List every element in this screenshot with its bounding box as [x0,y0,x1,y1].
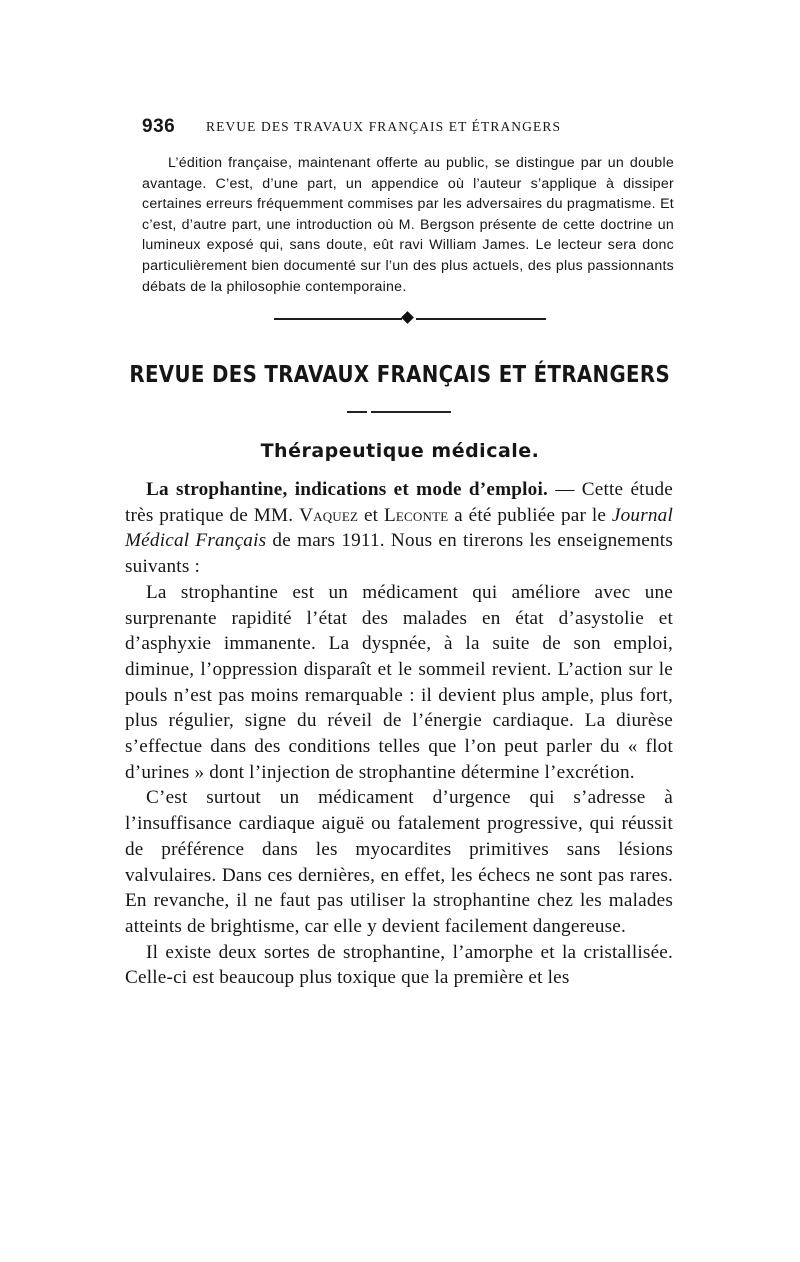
article-body [125,477,673,991]
diamond-divider [274,312,546,326]
date-text: de mars 1911. Nous en tirerons les enseignements suivants : [125,530,673,578]
page-number: 936 [142,116,176,137]
article-title: La strophantine, indications et mode d’emploi. [146,479,548,500]
journal-title: Journal Médical Français [125,504,673,552]
author-name: Leconte [383,504,449,526]
intro-paragraph: L’édition française, maintenant offerte au public, se distingue par un double avantage. C’est, d’une part, un appendice où l’auteur s’applique à dissiper certaines erreurs fréquemment commises par les adversaires du pragmatisme. Et c’est, d’autre part, une introduction où M. Bergson présente de cette doctrine un lumineux exposé qui, sans doute, eût ravi William James. Le lecteur sera donc particulièrement bien documenté sur l’un des plus actuels, des plus passionnants débats de la philosophie contemporaine. [142,155,674,295]
article-intro-paragraph [125,477,673,580]
rule-segment-short [347,411,367,413]
running-title: REVUE DES TRAVAUX FRANÇAIS ET ÉTRANGERS [206,119,562,134]
article-paragraph: La strophantine est un médicament qui améliore avec une surprenante rapidité l’état des malades en état d’asystolie et d’asphyxie immanente. La dyspnée, à la suite de son emploi, diminue, l’oppression disparaît et le sommeil revient. L’action sur le pouls n’est pas moins remarquable : il devient plus ample, plus fort, plus régulier, signe du réveil de l’énergie cardiaque. La diurèse s’effectue dans des conditions telles que l’on peut parler du « flot d’urines » dont l’injection de strophantine détermine l’excrétion. [125,581,673,783]
publication-text: a été publiée par le [448,504,612,526]
divider-line-right [416,318,546,320]
author-name: Vaquez [299,504,359,526]
subsection-title: Thérapeutique médicale. [260,440,540,462]
divider-line-left [274,318,402,320]
diamond-ornament-icon [401,311,414,324]
section-title: REVUE DES TRAVAUX FRANÇAIS ET ÉTRANGERS [129,362,671,388]
article-paragraph: Il existe deux sortes de strophantine, l’amorphe et la cristallisée. Celle-ci est beaucoup plus toxique que la première et les [125,941,673,989]
rule-segment-long [371,411,451,413]
running-header [142,116,682,140]
article-paragraph: C’est surtout un médicament d’urgence qui s’adresse à l’insuffisance cardiaque aiguë ou fatalement progressive, qui réussit de préférence dans les myocardites primitives sans lésions valvulaires. Dans ces dernières, en effet, les échecs ne sont pas rares. En revanche, il ne faut pas utiliser la strophantine chez les malades atteints de brightisme, car elle y devient facilement dangereuse. [125,787,673,937]
article-lead-text: — Cette étude très pratique de MM. [125,479,674,526]
connector-text: et [358,504,384,526]
section-rule [347,411,451,413]
